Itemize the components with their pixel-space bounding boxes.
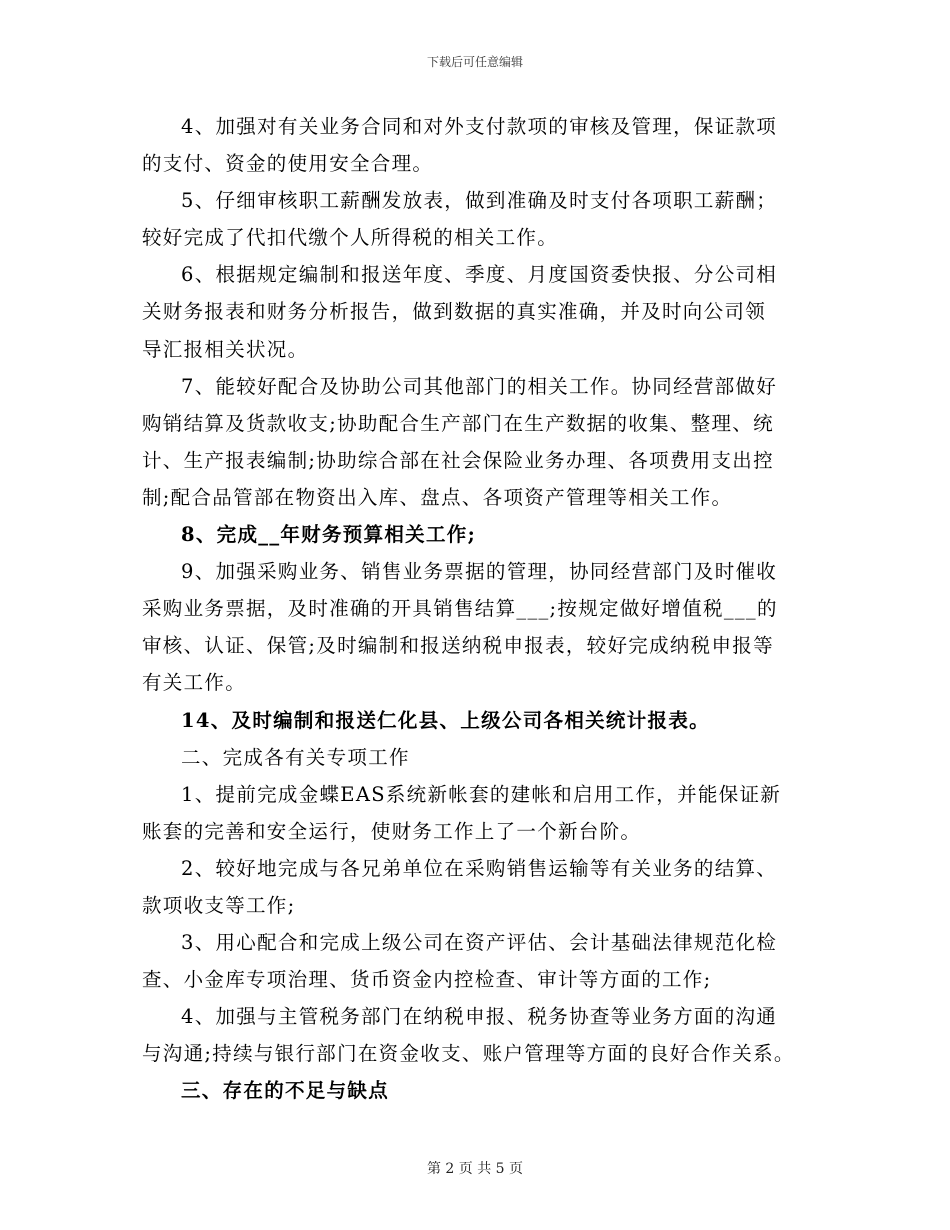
text-line: 三、存在的不足与缺点 [181, 1079, 390, 1103]
text-line: 计、生产报表编制;协助综合部在社会保险业务办理、各项费用支出控 [142, 448, 774, 472]
text-line: 1、提前完成金蝶EAS系统新帐套的建帐和启用工作，并能保证新 [181, 782, 782, 806]
paragraph [142, 553, 812, 701]
text-line: 4、加强对有关业务合同和对外支付款项的审核及管理，保证款项 [181, 115, 778, 138]
paragraph [142, 108, 812, 182]
paragraph [142, 368, 812, 516]
text-line: 9、加强采购业务、销售业务票据的管理，协同经营部门及时催收 [181, 560, 778, 584]
text-line: 审核、认证、保管;及时编制和报送纳税申报表，较好完成纳税申报等 [142, 634, 774, 658]
text-line: 7、能较好配合及协助公司其他部门的相关工作。协同经营部做好 [181, 374, 778, 398]
paragraph [142, 182, 812, 256]
paragraph [142, 1072, 812, 1109]
text-line: 二、完成各有关专项工作 [181, 745, 410, 769]
text-line: 采购业务票据，及时准确的开具销售结算___;按规定做好增值税___的 [142, 597, 778, 621]
document-body [142, 108, 812, 1110]
text-line: 8、完成__年财务预算相关工作; [181, 523, 477, 547]
text-line: 较好完成了代扣代缴个人所得税的相关工作。 [142, 226, 559, 250]
text-line: 查、小金库专项治理、货币资金内控检查、审计等方面的工作; [142, 968, 712, 992]
paragraph [142, 256, 812, 367]
text-line: 的支付、资金的使用安全合理。 [142, 152, 434, 176]
paragraph [142, 776, 812, 850]
text-line: 5、仔细审核职工薪酬发放表，做到准确及时支付各项职工薪酬； [181, 189, 778, 213]
text-line: 4、加强与主管税务部门在纳税申报、税务协查等业务方面的沟通 [181, 1005, 778, 1029]
text-line: 14、及时编制和报送仁化县、上级公司各相关统计报表。 [181, 708, 710, 732]
text-line: 制;配合品管部在物资出入库、盘点、各项资产管理等相关工作。 [142, 485, 733, 509]
paragraph [142, 850, 812, 924]
text-line: 与沟通;持续与银行部门在资金收支、账户管理等方面的良好合作关系。 [142, 1042, 795, 1066]
text-line: 6、根据规定编制和报送年度、季度、月度国资委快报、分公司相 [181, 263, 778, 287]
page-number: 第 2 页 共 5 页 [426, 1161, 524, 1177]
paragraph [142, 924, 812, 998]
page-header: 下载后可任意编辑 [426, 55, 523, 69]
text-line: 购销结算及货款收支;协助配合生产部门在生产数据的收集、整理、统 [142, 411, 774, 435]
text-line: 关财务报表和财务分析报告，做到数据的真实准确，并及时向公司领 [142, 300, 767, 324]
paragraph [142, 516, 812, 553]
paragraph [142, 702, 812, 739]
text-line: 账套的完善和安全运行，使财务工作上了一个新台阶。 [142, 819, 642, 843]
text-line: 2、较好地完成与各兄弟单位在采购销售运输等有关业务的结算、 [181, 856, 778, 880]
paragraph [142, 739, 812, 776]
text-line: 3、用心配合和完成上级公司在资产评估、会计基础法律规范化检 [181, 931, 778, 955]
paragraph [142, 998, 812, 1072]
text-line: 有关工作。 [142, 671, 247, 695]
text-line: 导汇报相关状况。 [142, 337, 309, 361]
text-line: 款项收支等工作; [142, 893, 296, 917]
